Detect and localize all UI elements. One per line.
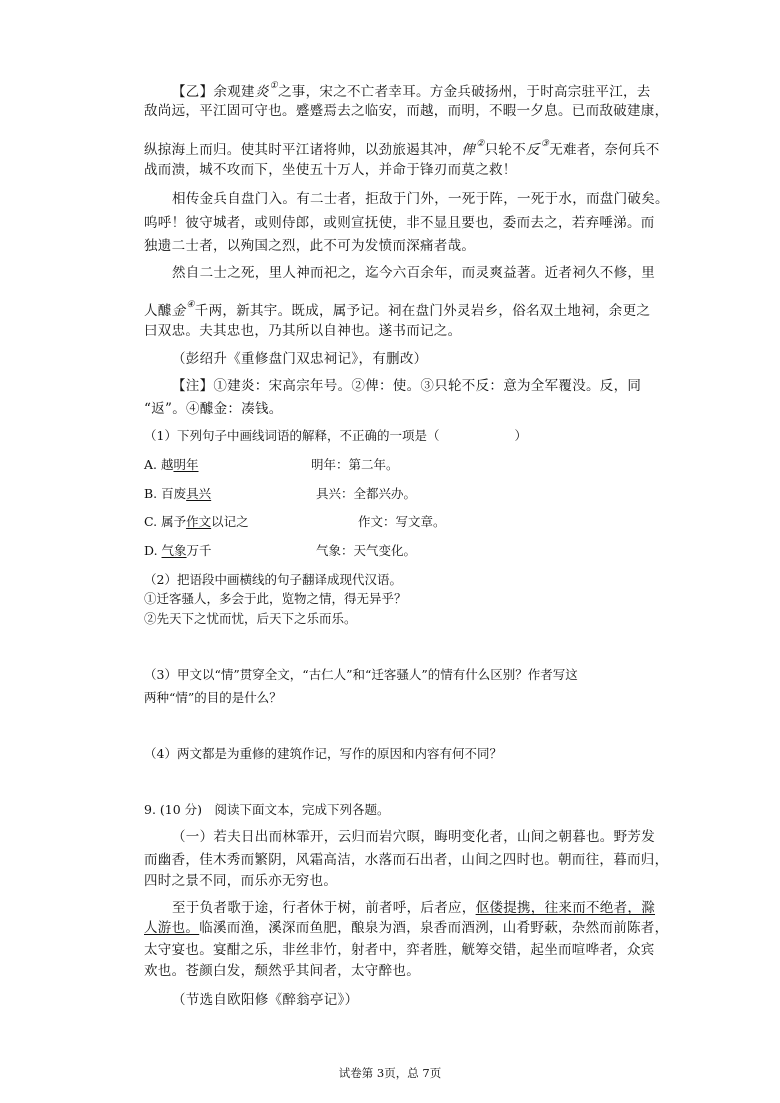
option-a-explanation: 明年：第二年。	[311, 457, 399, 472]
question-2-stem: （2）把语段中画横线的句子翻译成现代汉语。	[144, 572, 402, 587]
passage-line: 相传金兵自盘门入。有二士者，拒敌于门外，一死于阵，一死于水，而盘门破矣。	[172, 191, 669, 207]
passage-line: 战而溃，城不攻而下，坐使五十万人，并命于锋刃而莫之救！	[144, 162, 517, 178]
passage-line: 而幽香，佳木秀而繁阴，风霜高洁，水落而石出者，山间之四时也。朝而往，暮而归，	[144, 852, 669, 868]
passage-line: 欢也。苍颜白发，颓然乎其间者，太守醉也。	[144, 963, 420, 979]
option-d[interactable]: D. 气象万千	[144, 543, 212, 558]
question-2-item: ①迁客骚人，多会于此，览物之情，得无异乎？	[144, 591, 407, 606]
annotation-line: 【注】①建炎：宋高宗年号。②俾：使。③只轮不反：意为全军覆没。反，同	[172, 378, 642, 394]
option-b-explanation: 具兴：全都兴办。	[316, 486, 417, 501]
question-3-line: （3）甲文以“情”贯穿全文，“古仁人”和“迁客骚人”的情有什么区别？作者写这	[144, 667, 578, 682]
passage-line: 呜呼！彼守城者，或则侍郎，或则宣抚使，非不显且要也，委而去之，若弃唾涕。而	[144, 215, 655, 231]
option-c[interactable]: C. 属予作文以记之	[144, 514, 249, 529]
passage-line: 四时之景不同，而乐亦无穷也。	[144, 873, 338, 889]
passage-line: 至于负者歌于途，行者休于树，前者呼，后者应，伛偻提携，往来而不绝者，滁	[172, 900, 656, 916]
passage-line: 太守宴也。宴酣之乐，非丝非竹，射者中，弈者胜，觥筹交错，起坐而喧哗者，众宾	[144, 942, 655, 958]
question-4: （4）两文都是为重修的建筑作记，写作的原因和内容有何不同？	[144, 746, 502, 761]
passage-line: 独遗二士者，以殉国之烈，此不可为发愤而深痛者哉。	[144, 238, 476, 254]
question-9-heading: 9. (10 分) 阅读下面文本，完成下列各题。	[144, 802, 390, 817]
passage-source: （节选自欧阳修《醉翁亭记》）	[172, 992, 359, 1008]
passage-source: （彭绍升《重修盘门双忠祠记》，有删改）	[172, 351, 428, 367]
option-b[interactable]: B. 百废具兴	[144, 486, 212, 501]
option-a[interactable]: A. 越明年	[144, 457, 199, 472]
option-d-explanation: 气象：天气变化。	[316, 543, 417, 558]
passage-line: 【乙】余观建炎①之事，宋之不亡者幸耳。方金兵破扬州，于时高宗驻平江，去	[172, 81, 651, 100]
passage-line: 人游也。临溪而渔，溪深而鱼肥，酿泉为酒，泉香而酒洌，山肴野蔌，杂然而前陈者，	[144, 920, 669, 936]
passage-line: 敌尚远，平江固可守也。蹙蹙焉去之临安，而越，而明，不暇一夕息。已而敌破建康，	[144, 103, 669, 119]
annotation-line: “返”。④醵金：凑钱。	[144, 401, 283, 417]
passage-line: 然自二士之死，里人神而祀之，迄今六百余年，而灵爽益著。近者祠久不修，里	[172, 265, 655, 281]
question-3-line: 两种“情”的目的是什么？	[144, 690, 282, 705]
passage-line: 曰双忠。夫其忠也，乃其所以自神也。遂书而记之。	[144, 323, 462, 339]
passage-line: 人醵金④千两，新其宇。既成，属予记。祠在盘门外灵岩乡，俗名双土地祠，余更之	[144, 300, 651, 319]
passage-line: 纵掠海上而归。使其时平江诸将帅，以劲旅遏其冲，俾②只轮不反③无难者，奈何兵不	[144, 139, 660, 158]
page-footer: 试卷第 3页，总 7页	[338, 1066, 442, 1080]
option-c-explanation: 作文：写文章。	[358, 514, 446, 529]
question-2-item: ②先天下之忧而忧，后天下之乐而乐。	[144, 611, 357, 626]
question-1-stem: （1）下列句子中画线词语的解释，不正确的一项是（ ）	[144, 428, 527, 443]
passage-line: （一）若夫日出而林霏开，云归而岩穴暝，晦明变化者，山间之朝暮也。野芳发	[172, 829, 655, 845]
